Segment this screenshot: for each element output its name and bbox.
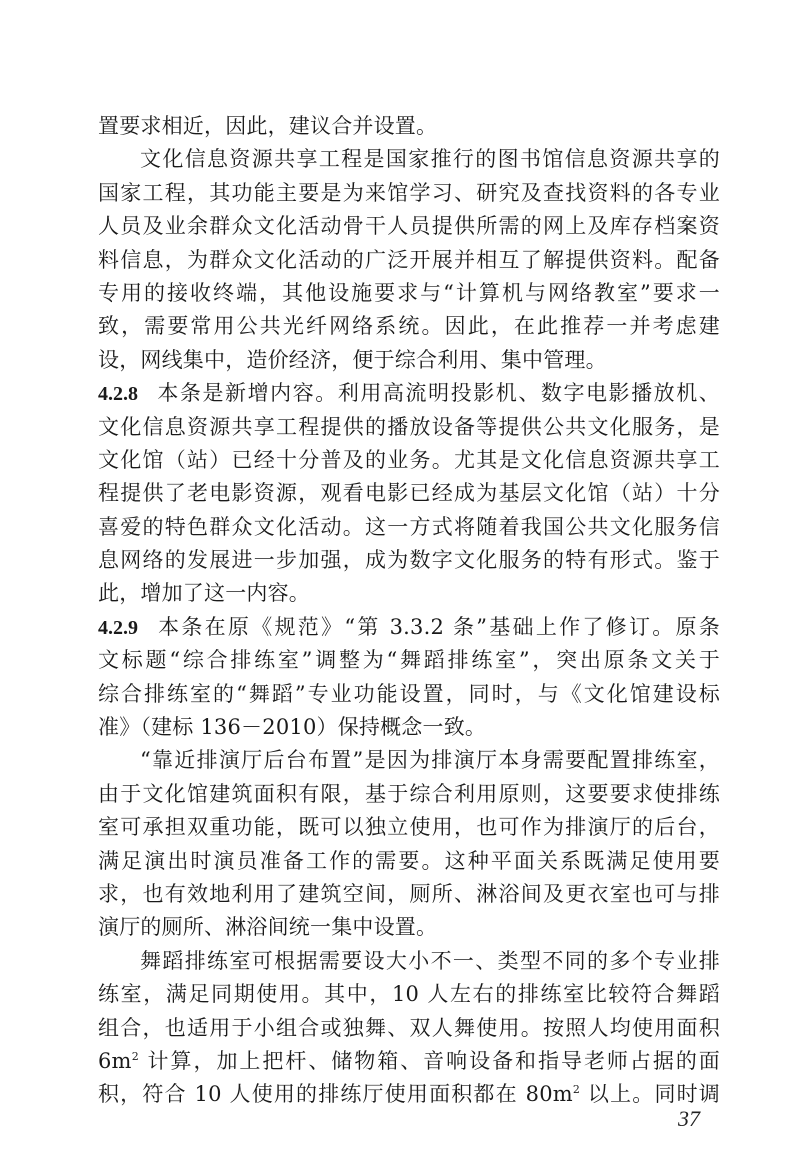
text-line: 演厅的厕所、淋浴间统一集中设置。: [98, 915, 438, 940]
page-number: 37: [678, 1106, 700, 1131]
text-line: 置要求相近，因此，建议合并设置。: [98, 114, 438, 138]
text-line: 求，也有效地利用了建筑空间，厕所、淋浴间及更衣室也可与排: [98, 881, 720, 906]
text-line: 国家工程，其功能主要是为来馆学习、研究及查找资料的各专业: [98, 180, 720, 205]
text-line: 料信息，为群众文化活动的广泛开展并相互了解提供资料。配备: [98, 247, 720, 272]
text-line: 文化馆（站）已经十分普及的业务。尤其是文化信息资源共享工: [98, 447, 720, 472]
clause-4-2-9-line: [98, 611, 720, 644]
text-line: 室可承担双重功能，既可以独立使用，也可作为排演厅的后台，: [98, 815, 720, 840]
text-line: 息网络的发展进一步加强，成为数字文化服务的特有形式。鉴于: [98, 548, 720, 573]
superscript: 2: [572, 1083, 581, 1097]
text-line: 练室，满足同期使用。其中，10 人左右的排练室比较符合舞蹈: [98, 982, 720, 1007]
clause-4-2-8-line: [98, 377, 720, 410]
document-page: [98, 110, 720, 1112]
paragraph-start-line: 舞蹈排练室可根据需要设大小不一、类型不同的多个专业排: [140, 948, 720, 973]
text-line: 综合排练室的“舞蹈”专业功能设置，同时，与《文化馆建设标: [98, 681, 720, 706]
clause-text: 本条在原《规范》“第 3.3.2 条”基础上作了修订。原条: [156, 614, 720, 639]
text-line-with-superscript: [98, 1078, 720, 1111]
text-fragment: 积，符合 10 人使用的排练厅使用面积都在 80m: [98, 1082, 573, 1107]
paragraph-start-line: 文化信息资源共享工程是国家推行的图书馆信息资源共享的: [140, 147, 720, 172]
text-line: 组合，也适用于小组合或独舞、双人舞使用。按照人均使用面积: [98, 1015, 720, 1040]
text-line: 专用的接收终端，其他设施要求与“计算机与网络教室”要求一: [98, 280, 720, 305]
text-fragment: 6m: [98, 1048, 132, 1073]
text-fragment: 以上。同时调: [580, 1082, 720, 1107]
text-line: 致，需要常用公共光纤网络系统。因此，在此推荐一并考虑建: [98, 314, 720, 339]
clause-text: 本条是新增内容。利用高流明投影机、数字电影播放机、: [156, 381, 720, 406]
text-fragment: 计算，加上把杆、储物箱、音响设备和指导老师占据的面: [138, 1048, 720, 1073]
paragraph-start-line: “靠近排演厅后台布置”是因为排演厅本身需要配置排练室，: [140, 748, 720, 773]
text-line: 满足演出时演员准备工作的需要。这种平面关系既满足使用要: [98, 848, 720, 873]
text-line: 设，网线集中，造价经济，便于综合利用、集中管理。: [98, 347, 607, 372]
text-line: 程提供了老电影资源，观看电影已经成为基层文化馆（站）十分: [98, 481, 720, 506]
text-line: 喜爱的特色群众文化活动。这一方式将随着我国公共文化服务信: [98, 514, 720, 539]
text-line: 由于文化馆建筑面积有限，基于综合利用原则，这要要求使排练: [98, 781, 720, 806]
text-line: 人员及业余群众文化活动骨干人员提供所需的网上及库存档案资: [98, 214, 720, 239]
text-line: 文化信息资源共享工程提供的播放设备等提供公共文化服务，是: [98, 414, 720, 439]
superscript: 2: [131, 1049, 139, 1063]
clause-number: 4.2.8: [98, 383, 138, 406]
text-line: 此，增加了这一内容。: [98, 581, 310, 606]
text-line: 准》（建标 136－2010）保持概念一致。: [98, 715, 487, 740]
clause-number: 4.2.9: [98, 616, 138, 639]
text-line: 文标题“综合排练室”调整为“舞蹈排练室”，突出原条文关于: [98, 648, 720, 673]
text-line-with-superscript: [98, 1045, 720, 1078]
